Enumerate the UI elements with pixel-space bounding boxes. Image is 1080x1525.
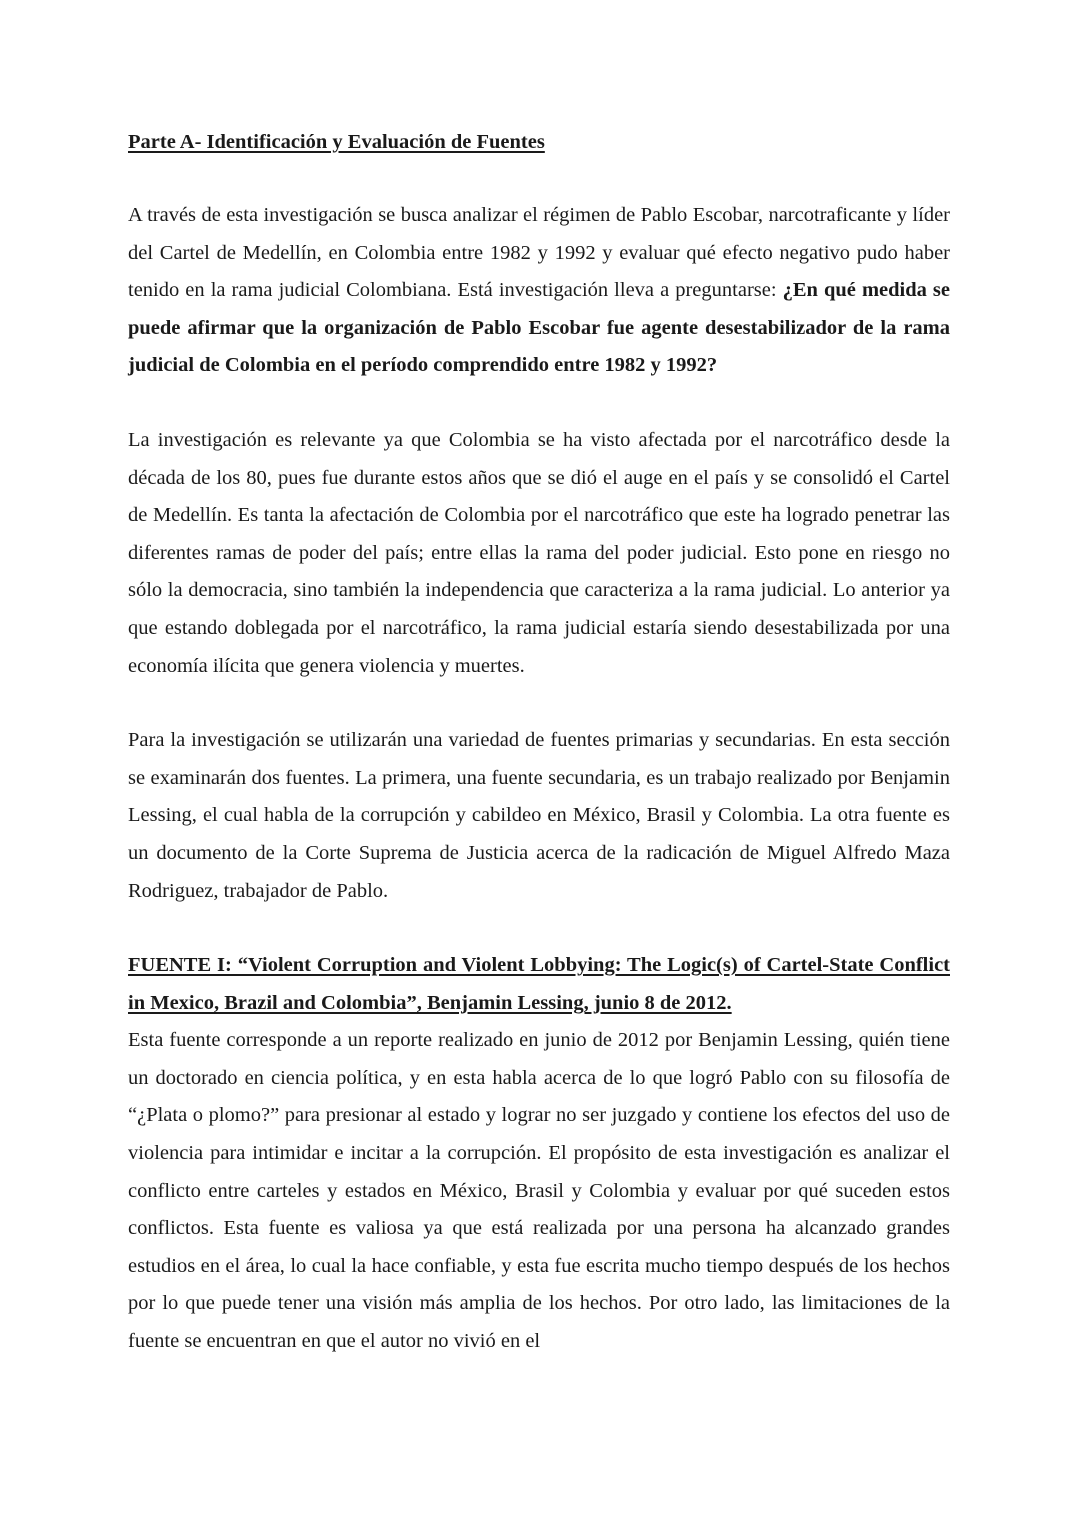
source-1-heading: FUENTE I: “Violent Corruption and Violent Lobbying: The Logic(s) of Cartel-State Conflict in Mexico, Brazil and Colombia”, Benjamin Lessing, junio 8 de 2012. [128, 954, 950, 1014]
intro-paragraph [128, 197, 950, 385]
relevance-paragraph: La investigación es relevante ya que Colombia se ha visto afectada por el narcotráfico desde la década de los 80, pues fue durante estos años que se dió el auge en el país y se consolidó el Cartel de Medellín. Es tanta la afectación de Colombia por el narcotráfico que este ha logrado penetrar las diferentes ramas de poder del país; entre ellas la rama del poder judicial. Esto pone en riesgo no sólo la democracia, sino también la independencia que caracteriza a la rama judicial. Lo anterior ya que estando doblegada por el narcotráfico, la rama judicial estaría siendo desestabilizada por una economía ilícita que genera violencia y muertes. [128, 428, 950, 677]
intro-text: A través de esta investigación se busca analizar el régimen de Pablo Escobar, narcotraficante y líder del Cartel de Medellín, en Colombia entre 1982 y 1992 y evaluar qué efecto negativo pudo haber tenido en la rama judicial Colombiana. Está investigación lleva a preguntarse: [128, 204, 950, 302]
research-question: ¿En qué medida se puede afirmar que la organización de Pablo Escobar fue agente desestabilizador de la rama judicial de Colombia en el período comprendido entre 1982 y 1992? [128, 279, 950, 377]
section-heading: Parte A- Identificación y Evaluación de Fuentes [128, 131, 545, 153]
sources-overview-paragraph: Para la investigación se utilizarán una variedad de fuentes primarias y secundarias. En esta sección se examinarán dos fuentes. La primera, una fuente secundaria, es un trabajo realizado por Benjamin Lessing, el cual habla de la corrupción y cabildeo en México, Brasil y Colombia. La otra fuente es un documento de la Corte Suprema de Justicia acerca de la radicación de Miguel Alfredo Maza Rodriguez, trabajador de Pablo. [128, 729, 950, 902]
document-page [128, 125, 950, 1361]
source-1-paragraph: Esta fuente corresponde a un reporte realizado en junio de 2012 por Benjamin Lessing, quién tiene un doctorado en ciencia política, y en esta habla acerca de lo que logró Pablo con su filosofía de “¿Plata o plomo?” para presionar al estado y lograr no ser juzgado y contiene los efectos del uso de violencia para intimidar e incitar a la corrupción. El propósito de esta investigación es analizar el conflicto entre carteles y estados en México, Brasil y Colombia y evaluar por qué suceden estos conflictos. Esta fuente es valiosa ya que está realizada por una persona ha alcanzado grandes estudios en el área, lo cual la hace confiable, y esta fue escrita mucho tiempo después de los hechos por lo que puede tener una visión más amplia de los hechos. Por otro lado, las limitaciones de la fuente se encuentran en que el autor no vivió en el [128, 1029, 950, 1353]
